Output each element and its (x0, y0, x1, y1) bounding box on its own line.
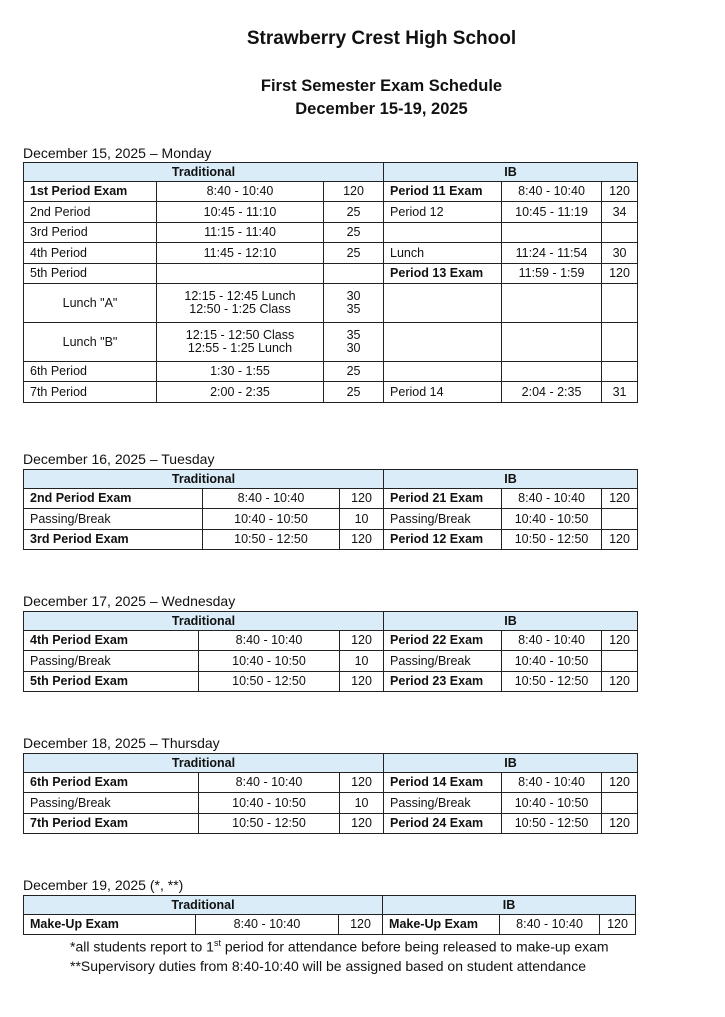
table-row (24, 651, 638, 671)
ib-minutes: 120 (602, 813, 638, 833)
table-row (24, 915, 636, 935)
ib-time: 10:50 - 12:50 (502, 671, 602, 691)
ib-minutes: 34 (602, 202, 638, 222)
ib-period: Lunch (384, 243, 502, 263)
ib-minutes (602, 322, 638, 361)
traditional-time (157, 283, 324, 322)
traditional-minutes: 10 (340, 793, 384, 813)
traditional-period: 7th Period (24, 382, 157, 402)
traditional-minutes: 120 (324, 182, 384, 202)
table-header-row (24, 896, 636, 915)
traditional-time (157, 263, 324, 283)
table-row (24, 489, 638, 509)
ib-minutes (602, 509, 638, 529)
ib-period: Period 23 Exam (384, 671, 502, 691)
ib-period (384, 283, 502, 322)
ib-header: IB (384, 470, 638, 489)
table-row (24, 222, 638, 242)
traditional-minutes: 120 (339, 915, 383, 935)
ib-time: 8:40 - 10:40 (502, 631, 602, 651)
table-header-row (24, 754, 638, 773)
table-row (24, 361, 638, 381)
ib-period (384, 361, 502, 381)
traditional-header: Traditional (24, 470, 384, 489)
makeup-note-1 (70, 938, 609, 955)
lunch-b-time-2: 12:55 - 1:25 Lunch (187, 340, 293, 355)
friday-table (23, 895, 636, 935)
traditional-time: 8:40 - 10:40 (203, 489, 340, 509)
ib-time: 2:04 - 2:35 (502, 382, 602, 402)
ib-period: Period 21 Exam (384, 489, 502, 509)
traditional-minutes: 120 (340, 489, 384, 509)
ib-time: 8:40 - 10:40 (502, 773, 602, 793)
ib-period: Period 11 Exam (384, 182, 502, 202)
traditional-period: Passing/Break (24, 509, 203, 529)
traditional-period: Passing/Break (24, 793, 199, 813)
table-row (24, 631, 638, 651)
ib-minutes (602, 361, 638, 381)
schedule-title: First Semester Exam Schedule (260, 77, 503, 95)
traditional-header: Traditional (24, 612, 384, 631)
table-row (24, 283, 638, 322)
traditional-time: 2:00 - 2:35 (157, 382, 324, 402)
ib-period: Period 12 (384, 202, 502, 222)
traditional-time: 11:15 - 11:40 (157, 222, 324, 242)
traditional-time: 10:50 - 12:50 (199, 671, 340, 691)
table-row (24, 793, 638, 813)
traditional-minutes: 120 (340, 529, 384, 549)
ib-time (502, 361, 602, 381)
table-header-row (24, 163, 638, 182)
traditional-time: 1:30 - 1:55 (157, 361, 324, 381)
traditional-minutes: 120 (340, 813, 384, 833)
school-title: Strawberry Crest High School (246, 28, 517, 49)
traditional-minutes: 120 (340, 773, 384, 793)
traditional-time: 10:40 - 10:50 (203, 509, 340, 529)
traditional-time: 10:45 - 11:10 (157, 202, 324, 222)
monday-table (23, 162, 638, 403)
table-row (24, 322, 638, 361)
thursday-table (23, 753, 638, 834)
traditional-period: 2nd Period Exam (24, 489, 203, 509)
table-row (24, 509, 638, 529)
traditional-minutes: 120 (340, 671, 384, 691)
ib-header: IB (384, 754, 638, 773)
ib-period: Period 12 Exam (384, 529, 502, 549)
traditional-header: Traditional (24, 896, 383, 915)
traditional-period: 4th Period Exam (24, 631, 199, 651)
table-row (24, 529, 638, 549)
traditional-period: 1st Period Exam (24, 182, 157, 202)
traditional-time: 10:40 - 10:50 (199, 793, 340, 813)
table-header-row (24, 612, 638, 631)
traditional-minutes: 10 (340, 651, 384, 671)
ib-period: Period 14 (384, 382, 502, 402)
traditional-time: 11:45 - 12:10 (157, 243, 324, 263)
wednesday-table (23, 611, 638, 692)
traditional-period: 2nd Period (24, 202, 157, 222)
ib-time: 10:40 - 10:50 (502, 793, 602, 813)
tuesday-heading: December 16, 2025 – Tuesday (23, 451, 215, 467)
traditional-period: 3rd Period (24, 222, 157, 242)
ib-period: Period 24 Exam (384, 813, 502, 833)
traditional-period: 5th Period Exam (24, 671, 199, 691)
traditional-time: 8:40 - 10:40 (199, 773, 340, 793)
ib-time: 10:40 - 10:50 (502, 651, 602, 671)
ib-time (502, 222, 602, 242)
ib-time: 8:40 - 10:40 (502, 489, 602, 509)
ib-minutes (602, 651, 638, 671)
traditional-minutes: 25 (324, 202, 384, 222)
traditional-minutes: 120 (340, 631, 384, 651)
table-row (24, 263, 638, 283)
traditional-period: 4th Period (24, 243, 157, 263)
lunch-a-min-2: 35 (346, 301, 361, 316)
lunch-b-min-2: 30 (346, 340, 361, 355)
traditional-minutes (324, 263, 384, 283)
ib-time: 10:45 - 11:19 (502, 202, 602, 222)
table-row (24, 671, 638, 691)
traditional-period: 6th Period Exam (24, 773, 199, 793)
ib-time (502, 283, 602, 322)
note-1-superscript: st (213, 938, 221, 948)
traditional-header: Traditional (24, 163, 384, 182)
traditional-minutes: 25 (324, 222, 384, 242)
note-1-prefix: *all students report to 1 (70, 938, 214, 955)
ib-time: 8:40 - 10:40 (500, 915, 600, 935)
traditional-minutes: 25 (324, 382, 384, 402)
ib-period: Passing/Break (384, 509, 502, 529)
ib-minutes: 120 (602, 671, 638, 691)
traditional-minutes: 25 (324, 361, 384, 381)
ib-time: 10:40 - 10:50 (502, 509, 602, 529)
ib-minutes: 31 (602, 382, 638, 402)
lunch-a-min-1: 30 (346, 289, 361, 304)
traditional-time: 10:50 - 12:50 (203, 529, 340, 549)
ib-period: Period 13 Exam (384, 263, 502, 283)
table-row (24, 773, 638, 793)
traditional-period: Lunch "B" (24, 322, 157, 361)
ib-header: IB (383, 896, 636, 915)
lunch-a-time-1: 12:15 - 12:45 Lunch (184, 289, 296, 304)
traditional-period: 7th Period Exam (24, 813, 199, 833)
table-row (24, 243, 638, 263)
ib-minutes: 120 (602, 489, 638, 509)
makeup-note-2: **Supervisory duties from 8:40-10:40 will be assigned based on student attendance (70, 958, 586, 974)
ib-minutes (602, 222, 638, 242)
ib-period: Passing/Break (384, 793, 502, 813)
table-row (24, 182, 638, 202)
ib-time: 10:50 - 12:50 (502, 813, 602, 833)
ib-header: IB (384, 612, 638, 631)
ib-period: Period 14 Exam (384, 773, 502, 793)
ib-minutes: 120 (602, 631, 638, 651)
traditional-period: Passing/Break (24, 651, 199, 671)
traditional-minutes: 25 (324, 243, 384, 263)
traditional-minutes (324, 283, 384, 322)
ib-minutes: 120 (602, 182, 638, 202)
traditional-time (157, 322, 324, 361)
traditional-period: 6th Period (24, 361, 157, 381)
lunch-b-time-1: 12:15 - 12:50 Class (185, 328, 295, 343)
ib-period: Period 22 Exam (384, 631, 502, 651)
ib-time: 10:50 - 12:50 (502, 529, 602, 549)
traditional-period: Make-Up Exam (24, 915, 196, 935)
monday-heading: December 15, 2025 – Monday (23, 145, 212, 161)
lunch-a-time-2: 12:50 - 1:25 Class (189, 301, 291, 316)
tuesday-table (23, 469, 638, 550)
thursday-heading: December 18, 2025 – Thursday (23, 735, 220, 751)
traditional-time: 8:40 - 10:40 (196, 915, 339, 935)
traditional-period: Lunch "A" (24, 283, 157, 322)
ib-period (384, 322, 502, 361)
note-1-suffix: period for attendance before being released to make-up exam (221, 938, 609, 955)
traditional-header: Traditional (24, 754, 384, 773)
ib-period (384, 222, 502, 242)
ib-minutes: 30 (602, 243, 638, 263)
traditional-time: 8:40 - 10:40 (157, 182, 324, 202)
ib-minutes: 120 (602, 529, 638, 549)
ib-minutes (602, 793, 638, 813)
traditional-time: 8:40 - 10:40 (199, 631, 340, 651)
traditional-period: 5th Period (24, 263, 157, 283)
table-row (24, 202, 638, 222)
ib-minutes: 120 (602, 773, 638, 793)
ib-time: 8:40 - 10:40 (502, 182, 602, 202)
ib-period: Passing/Break (384, 651, 502, 671)
traditional-time: 10:40 - 10:50 (199, 651, 340, 671)
ib-minutes: 120 (600, 915, 636, 935)
ib-time: 11:24 - 11:54 (502, 243, 602, 263)
traditional-time: 10:50 - 12:50 (199, 813, 340, 833)
wednesday-heading: December 17, 2025 – Wednesday (23, 593, 236, 609)
traditional-minutes: 10 (340, 509, 384, 529)
ib-header: IB (384, 163, 638, 182)
ib-minutes: 120 (602, 263, 638, 283)
ib-minutes (602, 283, 638, 322)
schedule-dates: December 15-19, 2025 (295, 100, 468, 118)
friday-heading: December 19, 2025 (*, **) (23, 877, 184, 893)
ib-period: Make-Up Exam (383, 915, 500, 935)
lunch-b-min-1: 35 (346, 328, 361, 343)
table-header-row (24, 470, 638, 489)
ib-time (502, 322, 602, 361)
traditional-period: 3rd Period Exam (24, 529, 203, 549)
traditional-minutes (324, 322, 384, 361)
table-row (24, 382, 638, 402)
ib-time: 11:59 - 1:59 (502, 263, 602, 283)
table-row (24, 813, 638, 833)
